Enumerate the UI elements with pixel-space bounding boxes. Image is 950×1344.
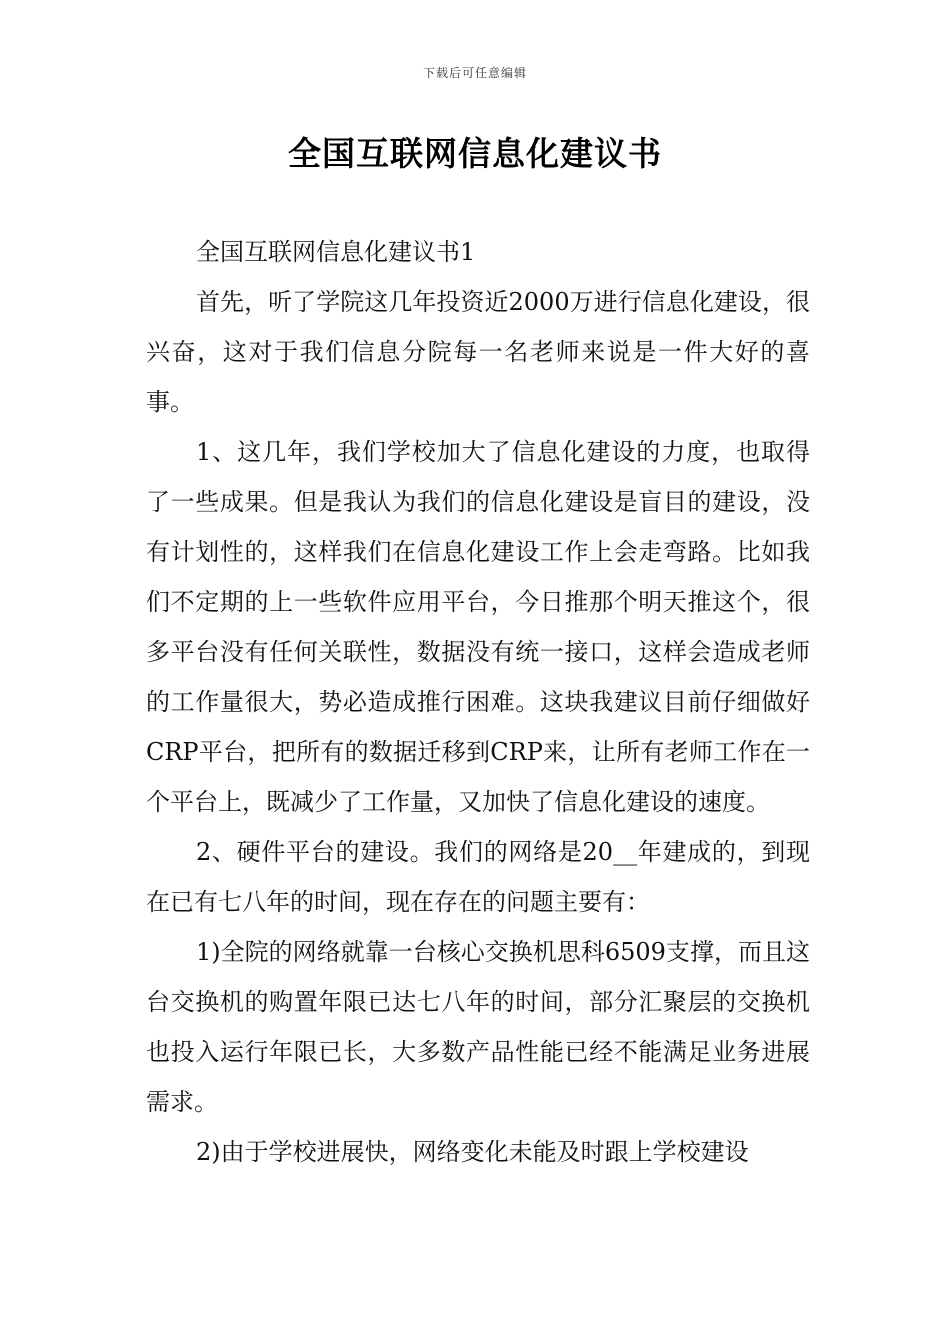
paragraph: 首先，听了学院这几年投资近2000万进行信息化建设，很兴奋，这对于我们信息分院每一名老师来说是一件大好的喜事。 [146, 288, 810, 416]
paragraph: 2)由于学校进展快，网络变化未能及时跟上学校建设 [196, 1138, 749, 1166]
paragraph: 1、这几年，我们学校加大了信息化建设的力度，也取得了一些成果。但是我认为我们的信息化建设是盲目的建设，没有计划性的，这样我们在信息化建设工作上会走弯路。比如我们不定期的上一些软件应用平台，今日推那个明天推这个，很多平台没有任何关联性，数据没有统一接口，这样会造成老师的工作量很大，势必造成推行困难。这块我建议目前仔细做好CRP平台，把所有的数据迁移到CRP来，让所有老师工作在一个平台上，既减少了工作量，又加快了信息化建设的速度。 [146, 438, 810, 816]
document-title: 全国互联网信息化建议书 [288, 134, 662, 173]
paragraph: 2、硬件平台的建设。我们的网络是20__年建成的，到现在已有七八年的时间，现在存在的问题主要有： [146, 838, 810, 916]
header-note: 下载后可任意编辑 [422, 66, 527, 80]
section-heading: 全国互联网信息化建议书1 [196, 238, 476, 266]
paragraph: 1)全院的网络就靠一台核心交换机思科6509支撑，而且这台交换机的购置年限已达七八年的时间，部分汇聚层的交换机也投入运行年限已长，大多数产品性能已经不能满足业务进展需求。 [146, 938, 810, 1116]
document-body [146, 227, 810, 1177]
